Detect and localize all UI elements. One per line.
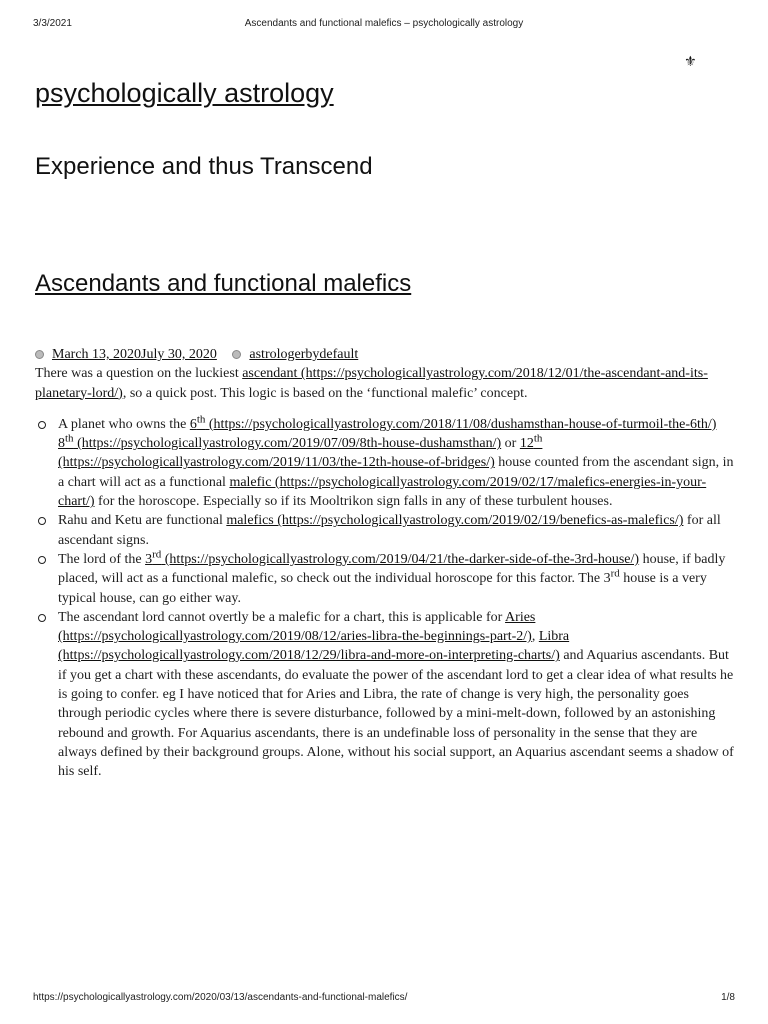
author-icon xyxy=(232,350,241,359)
malefic-link[interactable]: malefic (https://psychologicallyastrology.com/2019/02/17/malefics-energies-in-your-chart/) xyxy=(58,474,707,510)
libra-link[interactable]: Libra (https://psychologicallyastrology.com/2018/12/29/libra-and-more-on-interpreting-charts/) xyxy=(58,629,570,664)
post-content xyxy=(35,345,735,782)
site-title-link[interactable]: psychologically astrology xyxy=(35,78,334,108)
site-tagline: Experience and thus Transcend xyxy=(35,153,373,180)
print-url: https://psychologicallyastrology.com/2020/03/13/ascendants-and-functional-malefics/ xyxy=(33,992,408,1003)
list-item: Rahu and Ketu are functional malefics (https://psychologicallyastrology.com/2019/02/19/benefics-as-malefics/) for all ascendant signs. xyxy=(58,511,735,550)
malefics-link[interactable]: malefics (https://psychologicallyastrology.com/2019/02/19/benefics-as-malefics/) xyxy=(226,513,684,529)
menu-icon[interactable]: ⚜ xyxy=(684,54,697,70)
bullet-list xyxy=(35,415,735,782)
3rd-house-link[interactable]: 3rd (https://psychologicallyastrology.com/2019/04/21/the-darker-side-of-the-3rd-house/) xyxy=(145,548,640,567)
8th-house-link[interactable]: 8th (https://psychologicallyastrology.com/2019/07/09/8th-house-dushamsthan/) xyxy=(58,432,502,452)
print-page-title: Ascendants and functional malefics – psychologically astrology xyxy=(244,18,524,29)
list-item: The lord of the 3rd (https://psychologicallyastrology.com/2019/04/21/the-darker-side-of-the-3rd-house/) house, if badly placed, will act as a functional malefic, so check out the individual horoscope for this factor. The 3rd house is a very typical house, can go either way. xyxy=(58,550,735,608)
6th-house-link[interactable]: 6th (https://psychologicallyastrology.com/2018/11/08/dushamsthan-house-of-turmoil-the-6th/) xyxy=(189,413,717,432)
ascendant-link[interactable]: ascendant (https://psychologicallyastrology.com/2018/12/01/the-ascendant-and-its-planetary-lord/) xyxy=(35,366,708,401)
post-author-link[interactable]: astrologerbydefault xyxy=(249,347,359,362)
aries-link[interactable]: Aries (https://psychologicallyastrology.com/2019/08/12/aries-libra-the-beginnings-part-2/) xyxy=(58,609,536,645)
page-number: 1/8 xyxy=(721,992,735,1003)
list-item: A planet who owns the 6th (https://psychologicallyastrology.com/2018/11/08/dushamsthan-house-of-turmoil-the-6th/) 8th (https://psychologicallyastrology.com/2019/07/09/8th-house-dushamsthan/) or 12th (https://psychologicallyastrology.com/2019/11/03/the-12th-house-of-bridges/) house counted from the ascendant sign, in a chart will act as a functional malefic (https://psychologicallyastrology.com/2019/02/17/malefics-energies-in-your-chart/) for the horoscope. Especially so if its Mooltrikon sign falls in any of these turbulent houses. xyxy=(58,415,735,511)
calendar-icon xyxy=(35,350,44,359)
print-date: 3/3/2021 xyxy=(33,18,72,29)
post-meta xyxy=(35,345,735,364)
post-title-link[interactable]: Ascendants and functional malefics xyxy=(35,270,412,297)
12th-house-link[interactable]: 12th (https://psychologicallyastrology.com/2019/11/03/the-12th-house-of-bridges/) xyxy=(58,432,543,471)
post-date-link[interactable]: March 13, 2020July 30, 2020 xyxy=(52,347,217,362)
list-item: The ascendant lord cannot overtly be a malefic for a chart, this is applicable for Aries (https://psychologicallyastrology.com/2019/08/12/aries-libra-the-beginnings-part-2/), Libra (https://psychologicallyastrology.com/2018/12/29/libra-and-more-on-interpreting-charts/) and Aquarius ascendants. But if you get a chart with these ascendants, do evaluate the power of the ascendant lord to get a clear idea of what results he is going to confer. eg I have noticed that for Aries and Libra, the rate of change is very high, the personality goes through periodic cycles where there is severe disturbance, followed by a mini-melt-down, followed by an astonishing rebound and growth. For Aquarius ascendants, there is an undefinable loss of personality in the sense that they are always defined by their background groups. Alone, without his social support, an Aquarius ascendant seems a shadow of his self. xyxy=(58,608,735,782)
post-intro: There was a question on the luckiest ascendant (https://psychologicallyastrology.com/2018/12/01/the-ascendant-and-its-planetary-lord/), so a quick post. This logic is based on the ‘functional malefic’ concept. xyxy=(35,366,708,401)
